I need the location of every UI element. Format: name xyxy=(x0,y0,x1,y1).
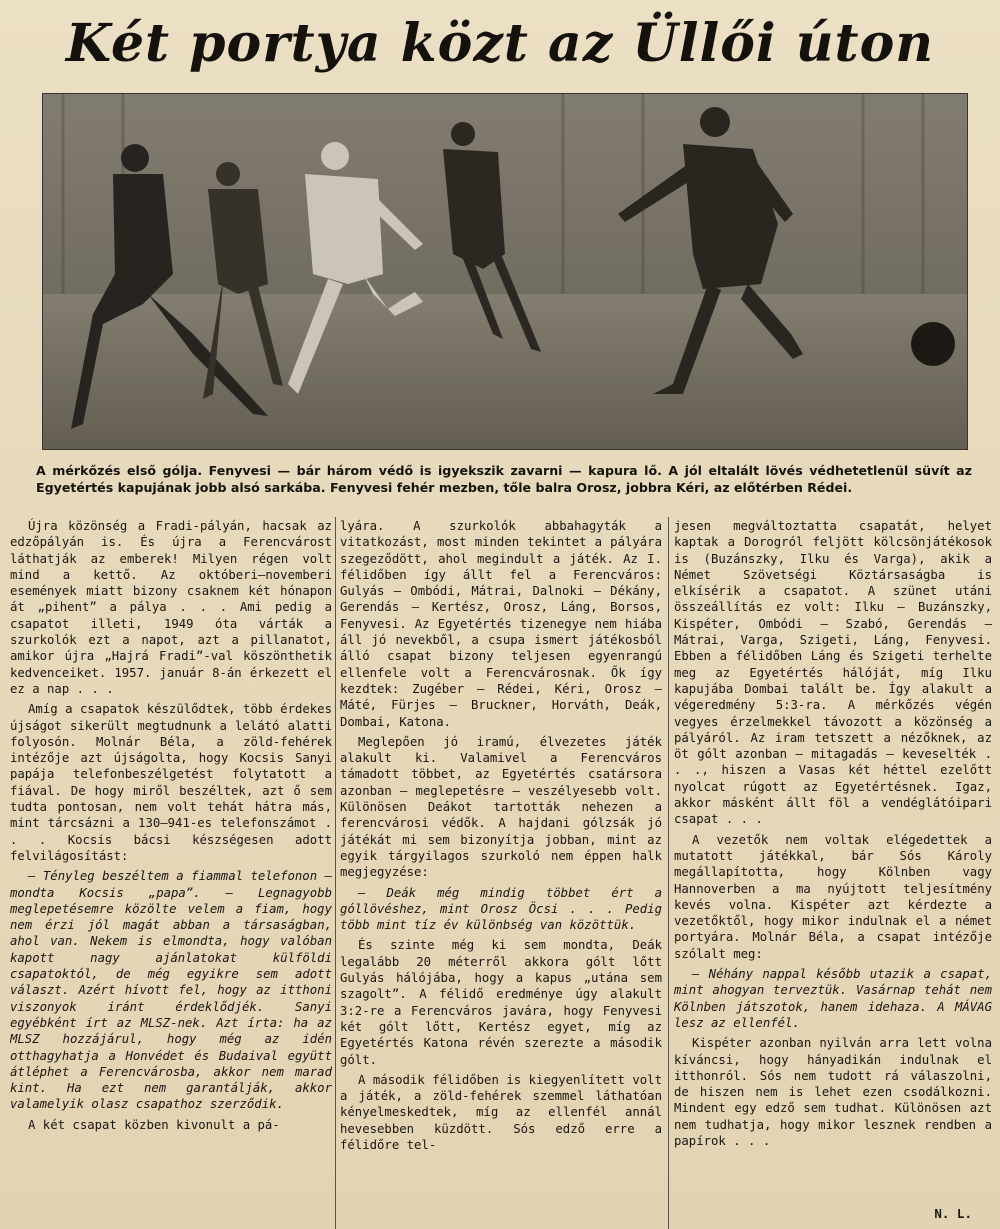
photo-caption: A mérkőzés első gólja. Fenyvesi — bár három védő is igyekszik zavarni — kapura lő. A jól eltalált lövés védhetetlenül süvít az Egyetértés kapujának jobb alsó sarkába. Fenyvesi fehér mezben, tőle balra Orosz, jobbra Kéri, az előtérben Rédei. xyxy=(36,463,972,495)
paragraph: A vezetők nem voltak elégedettek a mutatott játékkal, bár Sós Károly megállapította, hogy Kölnben vagy Hannoverben a ma nyújtott teljesítmény kevés volna. Kispéter azt kérdezte a vezetőktől, hogy mikor indulnak el a német portyára. Molnár Béla, a csapat intézője szólalt meg: xyxy=(674,832,992,961)
match-photo xyxy=(42,93,968,450)
paragraph: Újra közönség a Fradi-pályán, hacsak az edzőpályán is. És újra a Ferencvárost láthatják az emberek! Milyen régen volt mind a kettő. Az októberi—novemberi események miatt bizony csaknem két hónapon át „pihent” a pálya . . . Ami pedig a csapatot illeti, 1949 óta várták a szurkolók ezt a napot, azt a pillanatot, amikor újra „Hajrá Fradi”-val köszönthetik kedvenceiket. 1957. január 8-án érkezett el ez a nap . . . xyxy=(10,519,332,696)
paragraph: jesen megváltoztatta csapatát, helyet kaptak a Dorogról feljött kölcsönjátékosok is (Buzánszky, Ilku és Varga), akik a Német Szövetségi Köztársaságba is elkísérik a csapatot. A szünet utáni összeállítás ez volt: Ilku — Buzánszky, Kispéter, Ombódi — Szabó, Gerendás — Mátrai, Varga, Szigeti, Láng, Fenyvesi. Ebben a félidőben Láng és Szigeti terhelte meg az Egyetértés hálóját, míg Ilku kapujába Dombai talált be. Így alakult a végeredmény 5:3-ra. A mérkőzés végén vegyes érzelmekkel távozott a közönség a pályáról. Az iram tetszett a nézőknek, az öt gólt azonban — mitagadás — keveselték . . ., hiszen a Vasas két héttel ezelőtt nyolcat rúgott az Egyetértésnek. Igaz, akkor másként állt föl a vendéglátóipari csapat . . . xyxy=(674,519,992,827)
article-column-2 xyxy=(340,518,662,1223)
column-divider xyxy=(668,517,669,1229)
quote-paragraph: — Deák még mindig többet ért a góllövéshez, mint Orosz Öcsi . . . Pedig több mint tíz év különbség van közöttük. xyxy=(340,885,662,933)
paragraph: A második félidőben is kiegyenlített volt a játék, a zöld-fehérek szemmel láthatóan kényelmeskedtek, míg az ellenfél annál hevesebben küzdött. Sós edző erre a félidőre tel- xyxy=(340,1072,662,1152)
quote-paragraph: — Néhány nappal később utazik a csapat, mint ahogyan terveztük. Vasárnap tehát nem Kölnben játszotok, hanem idehaza. A MÁVAG lesz az ellenfél. xyxy=(674,967,992,1030)
headline: Két portya közt az Üllői úton xyxy=(65,13,935,74)
article-column-3 xyxy=(674,518,992,1223)
column-divider xyxy=(335,517,336,1229)
paragraph: És szinte még ki sem mondta, Deák legalább 20 méterről akkora gólt lőtt Gulyás hálójába, hogy a kapus „utána sem szagolt”. A félidő eredménye úgy alakult 3:2-re a Ferencváros javára, hogy Fenyvesi két gólt lőtt, Kertész egyet, míg az Egyetértés Katona révén szerezte a második gólt. xyxy=(340,938,662,1067)
article-column-1 xyxy=(10,518,332,1223)
paragraph: Kispéter azonban nyilván arra lett volna kíváncsi, hogy hányadikán indulnak el itthonról. Sós nem tudott rá válaszolni, de hiszen nem is lehet ezen csodálkozni. Mindent egy edző sem tudhat. Különösen azt nem tudhatja, hogy mikor lesznek rendben a papírok . . . xyxy=(674,1036,992,1148)
paragraph: Amíg a csapatok készülődtek, több érdekes újságot sikerült megtudnunk a lelátó alatti folyosón. Molnár Béla, a zöld-fehérek intézője azt újságolta, hogy Kocsis Sanyi papája telefonbeszélgetést folytatott a fiával. De hogy miről beszéltek, azt ő sem tudta pontosan, nem volt tehát hátra más, mint tárcsázni a 130—941-es telefonszámot . . . Kocsis bácsi készségesen adott felvilágosítást: xyxy=(10,702,332,863)
author-signature: N. L. xyxy=(934,1206,972,1221)
football-match-photo-icon xyxy=(43,94,967,449)
paragraph: Meglepően jó iramú, élvezetes játék alakult ki. Valamivel a Ferencváros támadott többet, az Egyetértés csatársora azonban — meglepetésre — veszélyesebb volt. Különösen Deákot tartották nehezen a ferencvárosi védők. A hajdani gólzsák jó játékát mi sem bizonyítja jobban, mint az egyik tárgyilagos szurkoló nem éppen halk megjegyzése: xyxy=(340,734,662,880)
paragraph: A két csapat közben kivonult a pá- xyxy=(28,1117,280,1132)
quote-paragraph: — Tényleg beszéltem a fiammal telefonon — mondta Kocsis „papa”. — Legnagyobb meglepetésemre közölte velem a fiam, hogy nem érzi jól magát abban a társaságban, ahol van. Nekem is elmondta, hogy valóban kapott nagy ajánlatokat külföldi csapatoktól, de még egyikre sem adott választ. Azért hívott fel, hogy az itthoni viszonyok iránt érdeklődjék. Sanyi egyébként írt az MLSZ-nek. Azt írta: ha az MLSZ hozzájárul, hogy még az idén otthagyhatja a Honvédet és Budaival együtt átléphet a Ferencvárosba, akkor nem marad kint. Ha ezt nem garantálják, akkor valamelyik olasz csapathoz szerződik. xyxy=(10,869,332,1112)
paragraph: lyára. A szurkolók abbahagyták a vitatkozást, most minden tekintet a pályára szegeződött, ahol megindult a játék. Az I. félidőben így állt fel a Ferencváros: Gulyás — Ombódi, Mátrai, Dalnoki — Dékány, Gerendás — Kertész, Orosz, Láng, Borsos, Fenyvesi. Az Egyetértés tizenegye nem hiába áll jó nevekből, a csupa ismert játékosból álló csapat bizony teljesen egyenrangú ellenfele volt a Ferencvárosnak. Ők így kezdtek: Zugéber — Rédei, Kéri, Orosz — Máté, Fürjes — Bruckner, Horváth, Deák, Dombai, Katona. xyxy=(340,519,662,729)
